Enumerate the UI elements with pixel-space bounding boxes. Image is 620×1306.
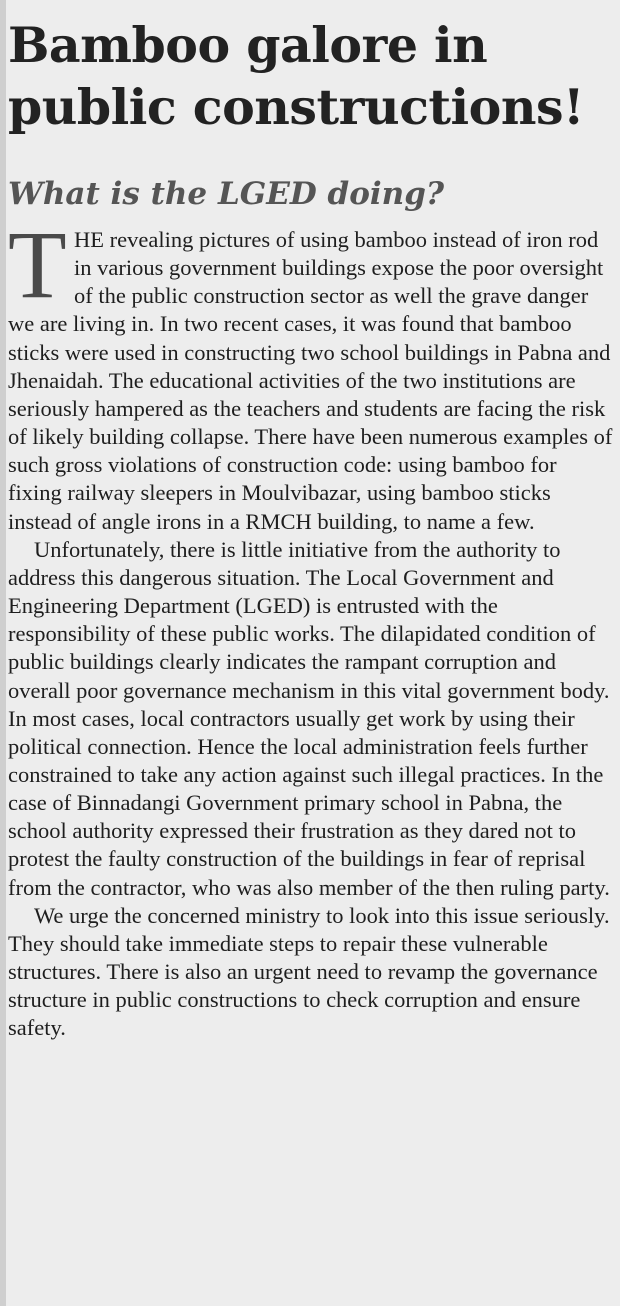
paragraph-2: Unfortunately, there is little initiative from the authority to address this dangerous situation. The Local Government and Engineering Department (LGED) is entrusted with the responsibility of these public works. The dilapidated condition of public buildings clearly indicates the rampant corruption and overall poor governance mechanism in this vital government body. In most cases, local contractors usually get work by using their political connection. Hence the local administration feels further constrained to take any action against such illegal practices. In the case of Binnadangi Government primary school in Pabna, the school authority expressed their frustration as they dared not to protest the faulty construction of the buildings in fear of reprisal from the contractor, who was also member of the then ruling party.: [8, 536, 610, 900]
headline: Bamboo galore in public constructions!: [8, 16, 585, 136]
paragraph-1-text: HE revealing pictures of using bamboo instead of iron rod in various government buildings expose the poor oversight of the public construction sector as well the grave danger we are living in. In two recent cases, it was found that bamboo sticks were used in constructing two school buildings in Pabna and Jhenaidah. The educational activities of the two institutions are seriously hampered as the teachers and students are facing the risk of likely building collapse. There have been numerous examples of such gross violations of construction code: using bamboo for fixing railway sleepers in Moulvibazar, using bamboo sticks instead of angle irons in a RMCH building, to name a few.: [8, 227, 613, 534]
subheadline: What is the LGED doing?: [8, 176, 445, 212]
left-column-rule: [0, 0, 6, 1306]
paragraph-1: [8, 211, 614, 536]
paragraph-3: We urge the concerned ministry to look into this issue seriously. They should take immediate steps to repair these vulnerable structures. There is also an urgent need to revamp the governance structure in public constructions to check corruption and ensure safety.: [8, 902, 610, 1041]
drop-cap: T: [8, 211, 67, 318]
article-body: [8, 211, 614, 1043]
